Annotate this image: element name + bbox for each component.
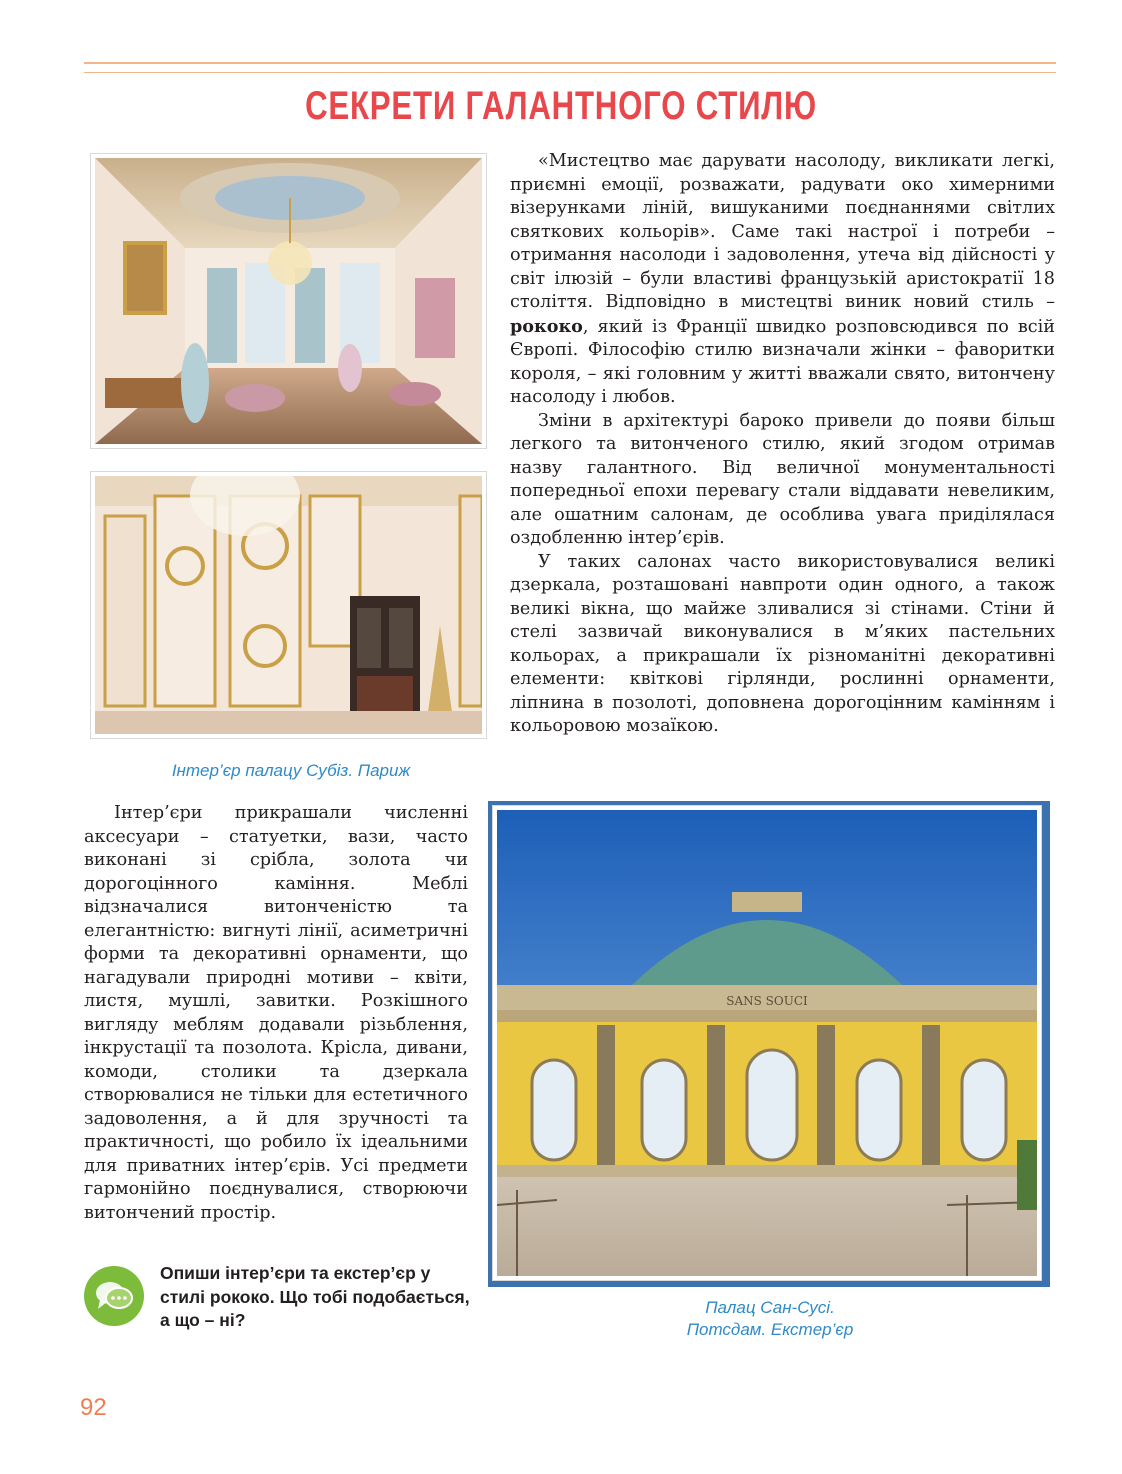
- sanssouci-palace-photo: [493, 806, 1041, 1280]
- header-rule-bottom: [84, 72, 1056, 73]
- exterior-caption-line-1: Палац Сан-Сусі.: [705, 1298, 835, 1317]
- paragraph-4: Інтер’єри прикрашали численні аксесуари – статуетки, вази, часто виконані зі срібла, золота чи дорогоцінного каміння. Меблі відзначалися витонченістю та елегантністю: вигнуті лінії, асиметричні форми та декоративні орнаменти, що нагадували природні мотиви – квіти, листя, мушлі, завитки. Розкішного вигляду меблям додавали різьблення, інкрустації та позолота. Крісла, дивани, комоди, столики та дзеркала створювалися не тільки для естетичного задоволення, а й для зручності та практичності, що робило їх ідеальними для приватних інтер’єрів. Усі предмети гармонійно поєднувалися, створюючи витончений простір.: [84, 803, 468, 1223]
- page-title: СЕКРЕТИ ГАЛАНТНОГО СТИЛЮ: [305, 84, 817, 128]
- right-column-text: [510, 150, 1055, 739]
- task-question: Опиши інтер’єри та екстер’єр у стилі рококо. Що тобі подобається, а що – ні?: [160, 1263, 470, 1330]
- paragraph-3: У таких салонах часто використовувалися великі дзеркала, розташовані навпроти один одного, а також великі вікна, що майже зливалися зі стінами. Стіни й стелі зазвичай виконувалися в м’яких пастельних кольорах, а прикрашали їх різноманітні декоративні елементи: квіткові гірлянди, рослинні орнаменти, ліпнина в позолоті, доповнена дорогоцінним камінням і кольоровою мозаїкою.: [510, 551, 1055, 736]
- paragraph-1: «Мистецтво має дарувати насолоду, викликати легкі, приємні емоції, розважати, радувати око химерними візерунками ліній, вишуканими поєднаннями світлих святкових кольорів». Саме такі настрої і потреби – отримання насолоди і задоволення, утеча від дійсності у світ ілюзій – були властиві французькій аристократії 18 століття. Відповідно в мистецтві виник новий стиль – рококо, який із Франції швидко розповсюдився по всій Європі. Філософію стилю визначали жінки – фаворитки короля, – які головним у житті вважали свято, витончену насолоду і любов.: [510, 151, 1055, 407]
- discussion-task: [84, 1262, 474, 1342]
- exterior-caption-line-2: Потсдам. Екстер’єр: [686, 1320, 854, 1339]
- page-number: 92: [80, 1394, 107, 1421]
- chat-bubbles-icon: [84, 1266, 144, 1326]
- header-rule-top: [84, 62, 1056, 64]
- rococo-term: рококо: [510, 315, 583, 337]
- palace-inscription: SANS SOUCI: [726, 994, 808, 1008]
- left-column-text: [84, 802, 468, 1225]
- salon-interior-photo: [91, 472, 486, 738]
- interior-hall-photo: [91, 154, 486, 448]
- exterior-caption: [560, 1297, 980, 1341]
- interior-caption: Інтер’єр палацу Субіз. Париж: [171, 761, 411, 780]
- paragraph-2: Зміни в архітектурі бароко привели до появи більш легкого та витонченого стилю, який згодом отримав назву галантного. Від величної монументальності попередньої епохи перевагу стали віддавати невеликим, але ошатним салонам, де особлива увага приділялася оздобленню інтер’єрів.: [510, 410, 1055, 548]
